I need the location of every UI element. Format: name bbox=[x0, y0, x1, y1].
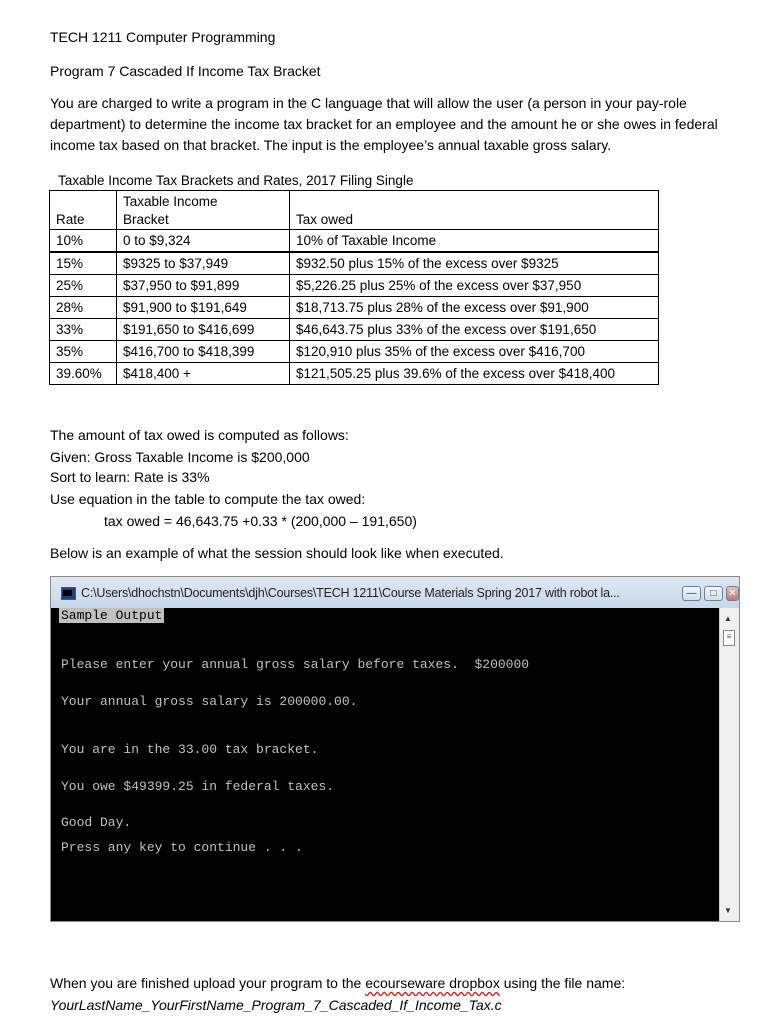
console-scrollbar[interactable] bbox=[719, 608, 739, 921]
table-header-row bbox=[50, 191, 659, 230]
console-line: Please enter your annual gross salary before taxes. $200000 bbox=[61, 657, 530, 672]
table-row bbox=[50, 363, 659, 385]
close-icon[interactable]: ✕ bbox=[726, 586, 739, 601]
cell-bracket: $9325 to $37,949 bbox=[117, 252, 290, 275]
cell-rate: 15% bbox=[50, 252, 117, 275]
scroll-down-icon[interactable]: ▼ bbox=[724, 906, 732, 915]
cell-rate: 35% bbox=[50, 341, 117, 363]
dropbox-link[interactable]: ecourseware dropbox bbox=[365, 975, 500, 991]
header-owed: Tax owed bbox=[290, 191, 659, 230]
program-title: Program 7 Cascaded If Income Tax Bracket bbox=[50, 63, 321, 79]
header-rate: Rate bbox=[50, 191, 117, 230]
scroll-up-icon[interactable]: ▲ bbox=[724, 614, 732, 623]
maximize-icon[interactable]: □ bbox=[704, 586, 723, 601]
cell-bracket: $418,400 + bbox=[117, 363, 290, 385]
cell-owed: 10% of Taxable Income bbox=[290, 230, 659, 253]
console-line: Press any key to continue . . . bbox=[61, 840, 303, 855]
computation-given: Given: Gross Taxable Income is $200,000 bbox=[50, 449, 310, 465]
cell-bracket: $416,700 to $418,399 bbox=[117, 341, 290, 363]
tax-bracket-table bbox=[49, 190, 659, 385]
console-line: You owe $49399.25 in federal taxes. bbox=[61, 779, 335, 794]
table-row bbox=[50, 230, 659, 253]
computation-use: Use equation in the table to compute the tax owed: bbox=[50, 491, 366, 507]
cell-bracket: $37,950 to $91,899 bbox=[117, 275, 290, 297]
console-app-icon bbox=[61, 587, 76, 600]
minimize-icon[interactable]: — bbox=[682, 586, 701, 601]
cell-bracket: 0 to $9,324 bbox=[117, 230, 290, 253]
cell-rate: 25% bbox=[50, 275, 117, 297]
cell-owed: $18,713.75 plus 28% of the excess over $91,900 bbox=[290, 297, 659, 319]
cell-owed: $932.50 plus 15% of the excess over $9325 bbox=[290, 252, 659, 275]
cell-owed: $120,910 plus 35% of the excess over $416,700 bbox=[290, 341, 659, 363]
computation-intro: The amount of tax owed is computed as follows: bbox=[50, 427, 349, 443]
intro-paragraph: You are charged to write a program in the C language that will allow the user (a person in your pay-role department) to determine the income tax bracket for an employee and the amount he or she owes in federal income tax based on that bracket. The input is the employee’s annual taxable gross salary. bbox=[50, 95, 718, 153]
cell-bracket: $91,900 to $191,649 bbox=[117, 297, 290, 319]
console-titlebar bbox=[51, 577, 739, 608]
console-line: Your annual gross salary is 200000.00. bbox=[61, 694, 358, 709]
console-title: C:\Users\dhochstn\Documents\djh\Courses\TECH 1211\Course Materials Spring 2017 with robot la... bbox=[81, 586, 620, 600]
cell-rate: 28% bbox=[50, 297, 117, 319]
scroll-thumb[interactable]: ≡ bbox=[723, 630, 735, 646]
cell-owed: $121,505.25 plus 39.6% of the excess over $418,400 bbox=[290, 363, 659, 385]
cell-owed: $46,643.75 plus 33% of the excess over $191,650 bbox=[290, 319, 659, 341]
header-bracket bbox=[117, 191, 290, 230]
header-bracket-line2: Bracket bbox=[123, 212, 169, 227]
cell-bracket: $191,650 to $416,699 bbox=[117, 319, 290, 341]
computation-equation: tax owed = 46,643.75 +0.33 * (200,000 – 191,650) bbox=[104, 513, 417, 529]
computation-sort: Sort to learn: Rate is 33% bbox=[50, 469, 210, 485]
cell-rate: 33% bbox=[50, 319, 117, 341]
console-output bbox=[59, 608, 719, 921]
course-title: TECH 1211 Computer Programming bbox=[50, 29, 276, 45]
footer-text-before: When you are finished upload your program to the bbox=[50, 975, 366, 991]
example-intro: Below is an example of what the session should look like when executed. bbox=[50, 545, 504, 561]
console-line: Good Day. bbox=[61, 815, 132, 830]
cell-rate: 10% bbox=[50, 230, 117, 253]
table-row bbox=[50, 252, 659, 275]
header-bracket-line1: Taxable Income bbox=[123, 194, 218, 209]
footer-instruction bbox=[50, 974, 625, 992]
table-row bbox=[50, 319, 659, 341]
footer-text-after: using the file name: bbox=[499, 975, 626, 991]
table-caption: Taxable Income Tax Brackets and Rates, 2017 Filing Single bbox=[58, 173, 414, 188]
console-line: You are in the 33.00 tax bracket. bbox=[61, 742, 319, 757]
console-line: Sample Output bbox=[61, 608, 163, 623]
console-window bbox=[50, 576, 740, 922]
table-row bbox=[50, 297, 659, 319]
cell-owed: $5,226.25 plus 25% of the excess over $37,950 bbox=[290, 275, 659, 297]
filename: YourLastName_YourFirstName_Program_7_Cascaded_If_Income_Tax.c bbox=[50, 997, 502, 1013]
table-row bbox=[50, 341, 659, 363]
table-row bbox=[50, 275, 659, 297]
cell-rate: 39.60% bbox=[50, 363, 117, 385]
